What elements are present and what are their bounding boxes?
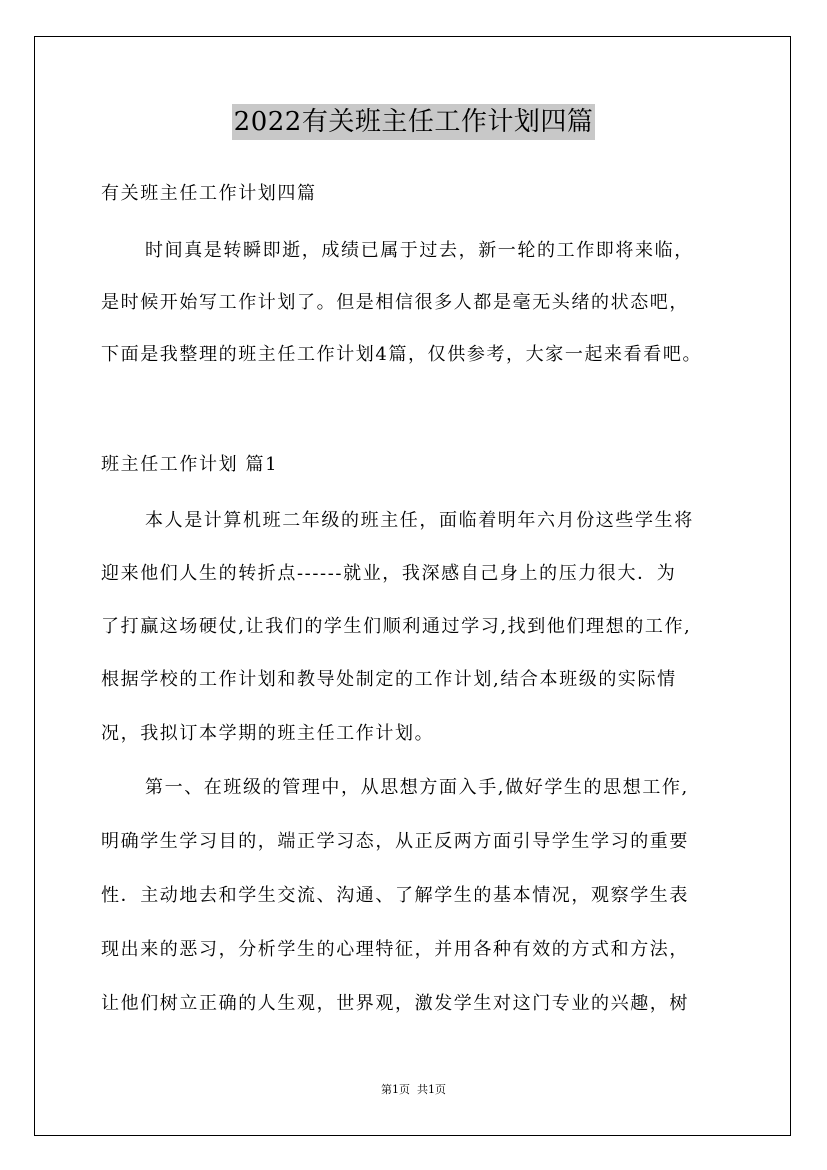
paragraph-line: 根据学校的工作计划和教导处制定的工作计划,结合本班级的实际情 xyxy=(101,669,677,690)
paragraph-line: 下面是我整理的班主任工作计划4篇，仅供参考，大家一起来看看吧。 xyxy=(101,344,703,365)
paragraph-line: 现出来的恶习，分析学生的心理特征，并用各种有效的方式和方法， xyxy=(101,939,689,960)
paragraph-line: 本人是计算机班二年级的班主任，面临着明年六月份这些学生将 xyxy=(145,510,694,531)
paragraph-line: 让他们树立正确的人生观，世界观，激发学生对这门专业的兴趣，树 xyxy=(101,993,689,1014)
document-title: 2022有关班主任工作计划四篇 xyxy=(232,104,596,140)
paragraph-line: 了打赢这场硬仗,让我们的学生们顺利通过学习,找到他们理想的工作, xyxy=(101,616,692,637)
paragraph-line: 迎来他们人生的转折点------就业，我深感自己身上的压力很大．为 xyxy=(101,563,677,584)
paragraph-line: 时间真是转瞬即逝，成绩已属于过去，新一轮的工作即将来临， xyxy=(145,240,694,261)
subtitle: 有关班主任工作计划四篇 xyxy=(101,183,317,204)
paragraph-line: 性．主动地去和学生交流、沟通、了解学生的基本情况，观察学生表 xyxy=(101,885,689,906)
paragraph-line: 第一、在班级的管理中，从思想方面入手,做好学生的思想工作, xyxy=(145,777,689,798)
paragraph-line: 明确学生学习目的，端正学习态，从正反两方面引导学生学习的重要 xyxy=(101,831,689,852)
paragraph-line: 况，我拟订本学期的班主任工作计划。 xyxy=(101,723,435,744)
page-footer: 第1页 共1页 xyxy=(381,1083,446,1096)
section-heading: 班主任工作计划 篇1 xyxy=(101,454,279,475)
paragraph-line: 是时候开始写工作计划了。但是相信很多人都是毫无头绪的状态吧， xyxy=(101,292,689,313)
title-container xyxy=(0,104,827,140)
